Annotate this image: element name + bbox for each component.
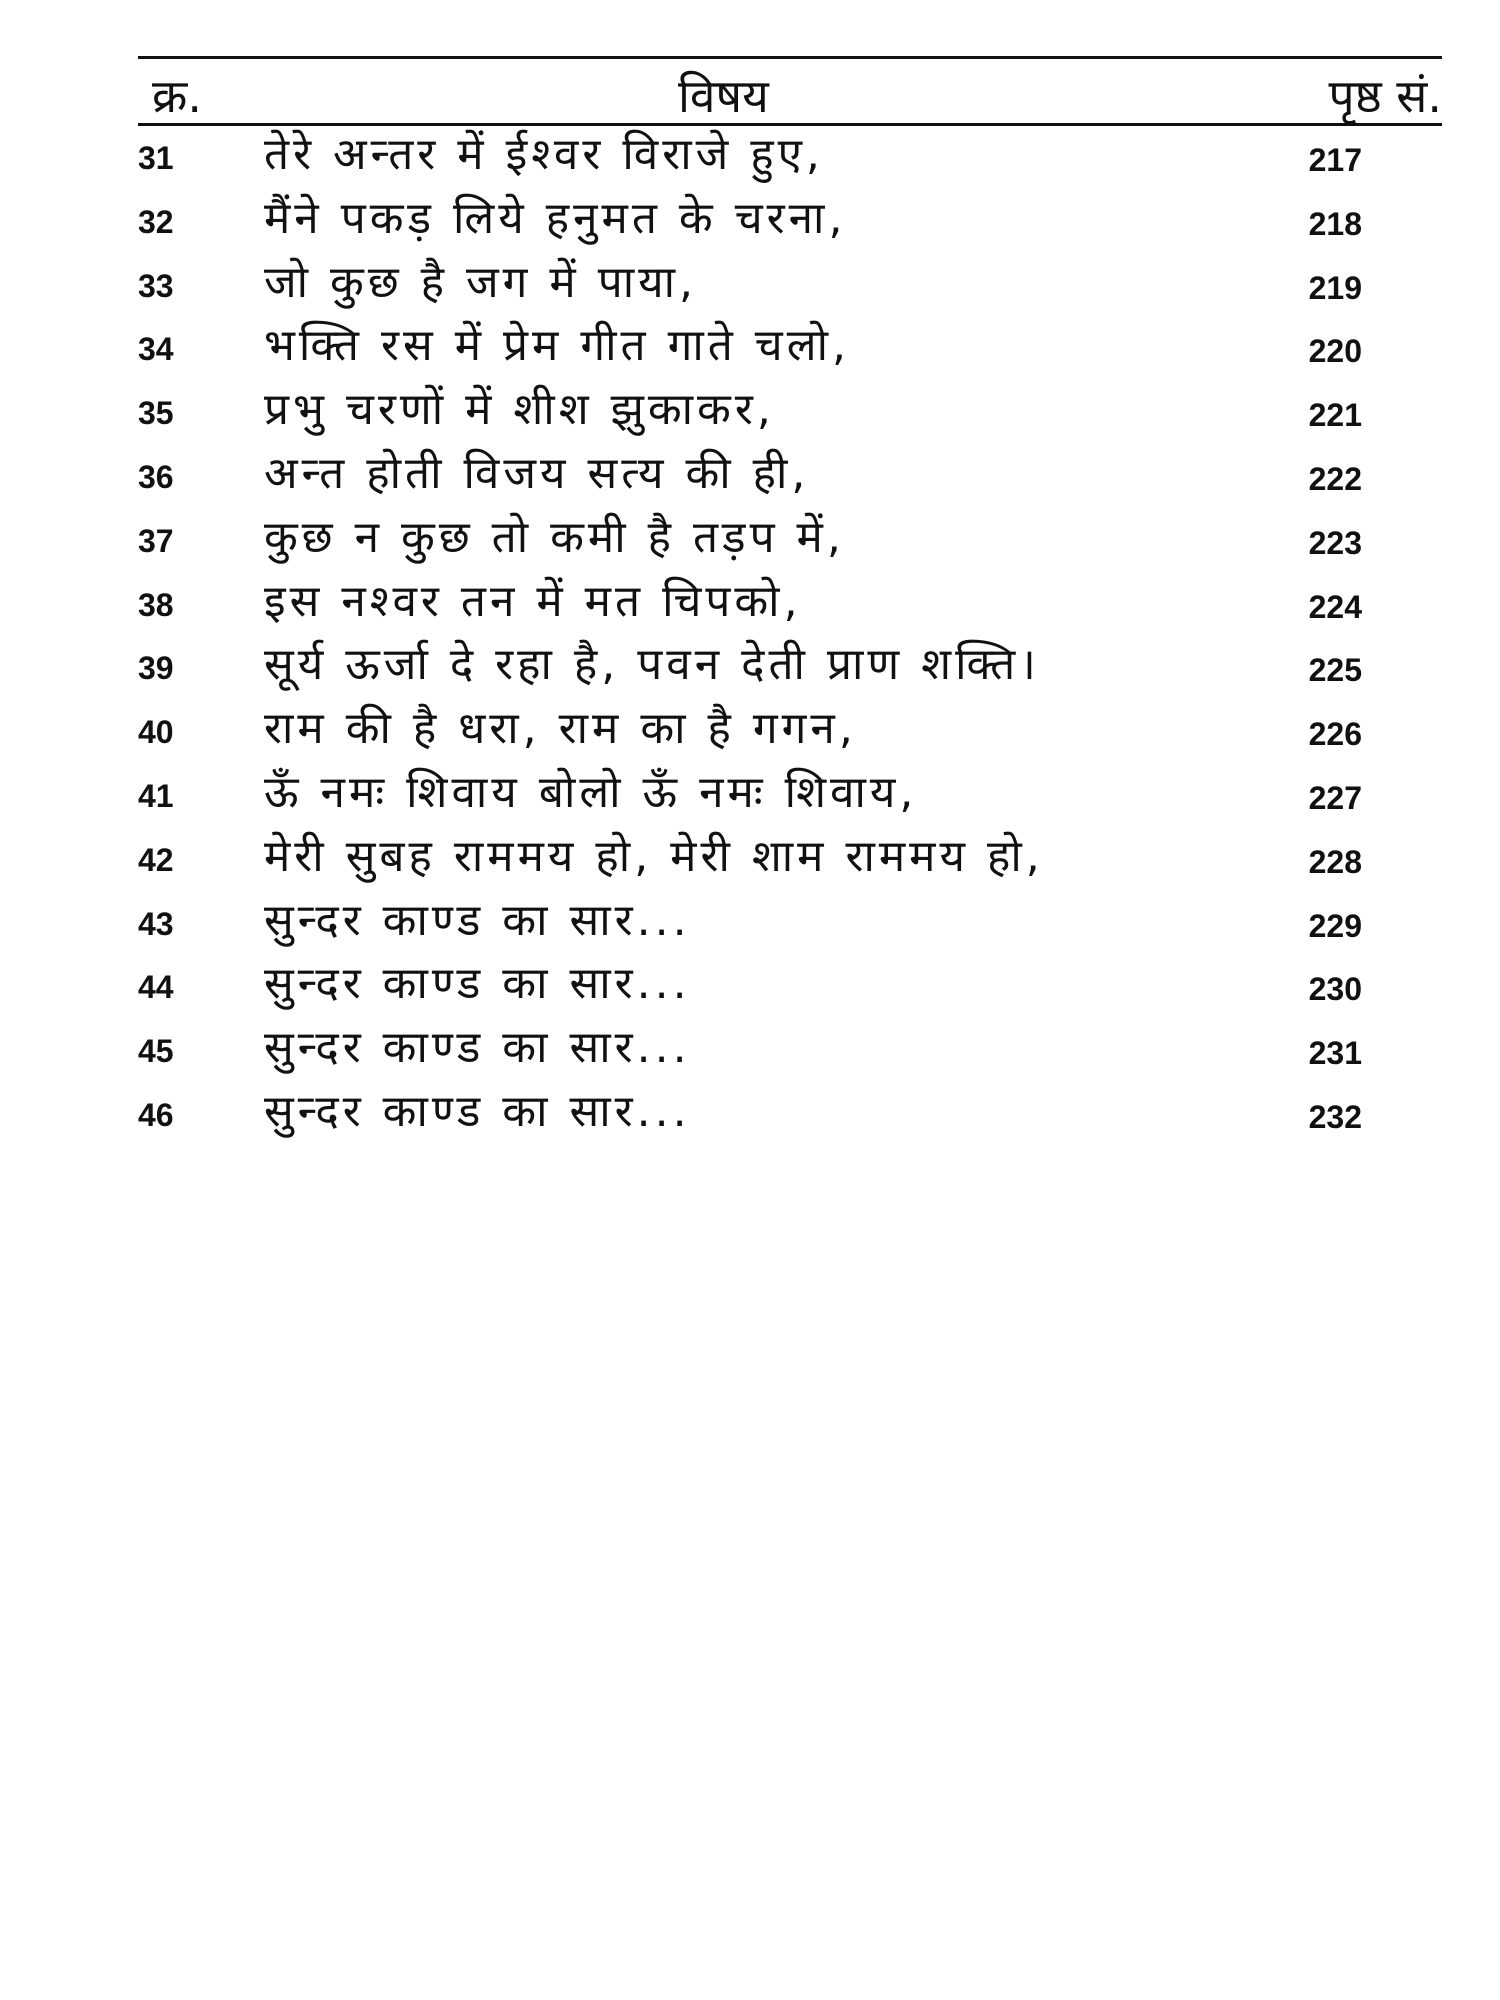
toc-row xyxy=(138,1019,1442,1083)
toc-row xyxy=(138,1083,1442,1147)
entry-page-number: 223 xyxy=(1308,524,1362,561)
entry-page-number: 224 xyxy=(1308,588,1362,625)
entry-subject: भक्ति रस में प्रेम गीत गाते चलो, xyxy=(264,320,850,372)
header-page-number: पृष्ठ सं. xyxy=(1328,69,1442,123)
entry-number: 39 xyxy=(138,650,174,687)
entry-page-number: 218 xyxy=(1308,205,1362,242)
entry-page-number: 227 xyxy=(1308,779,1362,816)
entry-subject: मैंने पकड़ लिये हनुमत के चरना, xyxy=(264,192,847,244)
toc-row xyxy=(138,573,1442,637)
toc-row xyxy=(138,445,1442,509)
entry-subject: ऊँ नमः शिवाय बोलो ऊँ नमः शिवाय, xyxy=(264,766,918,818)
entry-page-number: 231 xyxy=(1308,1035,1362,1072)
entry-page-number: 217 xyxy=(1308,142,1362,178)
entry-number: 33 xyxy=(138,267,174,304)
toc-row xyxy=(138,828,1442,892)
entry-subject: सुन्दर काण्ड का सार... xyxy=(264,1022,691,1074)
entry-number: 31 xyxy=(138,140,174,176)
entry-subject: सुन्दर काण्ड का सार... xyxy=(264,894,691,946)
entry-subject: राम की है धरा, राम का है गगन, xyxy=(264,703,857,755)
entry-subject: प्रभु चरणों में शीश झुकाकर, xyxy=(264,384,775,436)
entry-number: 41 xyxy=(138,777,174,814)
toc-row xyxy=(138,381,1442,445)
entry-subject: सुन्दर काण्ड का सार... xyxy=(264,958,691,1010)
header-number: क्र. xyxy=(152,69,202,123)
entry-subject: तेरे अन्तर में ईश्वर विराजे हुए, xyxy=(264,129,824,180)
toc-row xyxy=(138,254,1442,318)
entry-page-number: 225 xyxy=(1308,652,1362,689)
toc-row xyxy=(138,955,1442,1019)
table-of-contents xyxy=(138,56,1442,1147)
entry-number: 40 xyxy=(138,714,174,751)
toc-row xyxy=(138,190,1442,254)
entry-page-number: 229 xyxy=(1308,907,1362,944)
toc-rows xyxy=(138,126,1442,1147)
entry-number: 45 xyxy=(138,1033,174,1070)
toc-row xyxy=(138,509,1442,573)
entry-page-number: 226 xyxy=(1308,716,1362,753)
entry-subject: मेरी सुबह राममय हो, मेरी शाम राममय हो, xyxy=(264,830,1044,882)
entry-number: 42 xyxy=(138,841,174,878)
entry-page-number: 230 xyxy=(1308,971,1362,1008)
entry-subject: कुछ न कुछ तो कमी है तड़प में, xyxy=(264,511,845,563)
entry-number: 36 xyxy=(138,458,174,495)
entry-page-number: 221 xyxy=(1308,397,1362,434)
header-row xyxy=(138,59,1442,123)
toc-row xyxy=(138,317,1442,381)
entry-number: 46 xyxy=(138,1096,174,1133)
entry-number: 43 xyxy=(138,905,174,942)
entry-number: 38 xyxy=(138,586,174,623)
entry-page-number: 220 xyxy=(1308,333,1362,370)
entry-page-number: 232 xyxy=(1308,1098,1362,1135)
toc-row xyxy=(138,636,1442,700)
entry-number: 32 xyxy=(138,203,174,240)
entry-subject: इस नश्वर तन में मत चिपको, xyxy=(264,575,802,627)
toc-row xyxy=(138,126,1442,190)
entry-page-number: 219 xyxy=(1308,269,1362,306)
entry-page-number: 228 xyxy=(1308,843,1362,880)
entry-subject: जो कुछ है जग में पाया, xyxy=(264,256,697,308)
entry-number: 44 xyxy=(138,969,174,1006)
toc-row xyxy=(138,892,1442,956)
toc-row xyxy=(138,764,1442,828)
header-subject: विषय xyxy=(678,69,769,123)
entry-subject: सूर्य ऊर्जा दे रहा है, पवन देती प्राण शक्ति। xyxy=(264,639,1040,691)
entry-page-number: 222 xyxy=(1308,460,1362,497)
entry-subject: अन्त होती विजय सत्य की ही, xyxy=(264,447,810,499)
entry-number: 34 xyxy=(138,331,174,368)
toc-row xyxy=(138,700,1442,764)
entry-number: 35 xyxy=(138,395,174,432)
entry-subject: सुन्दर काण्ड का सार... xyxy=(264,1085,691,1137)
entry-number: 37 xyxy=(138,522,174,559)
